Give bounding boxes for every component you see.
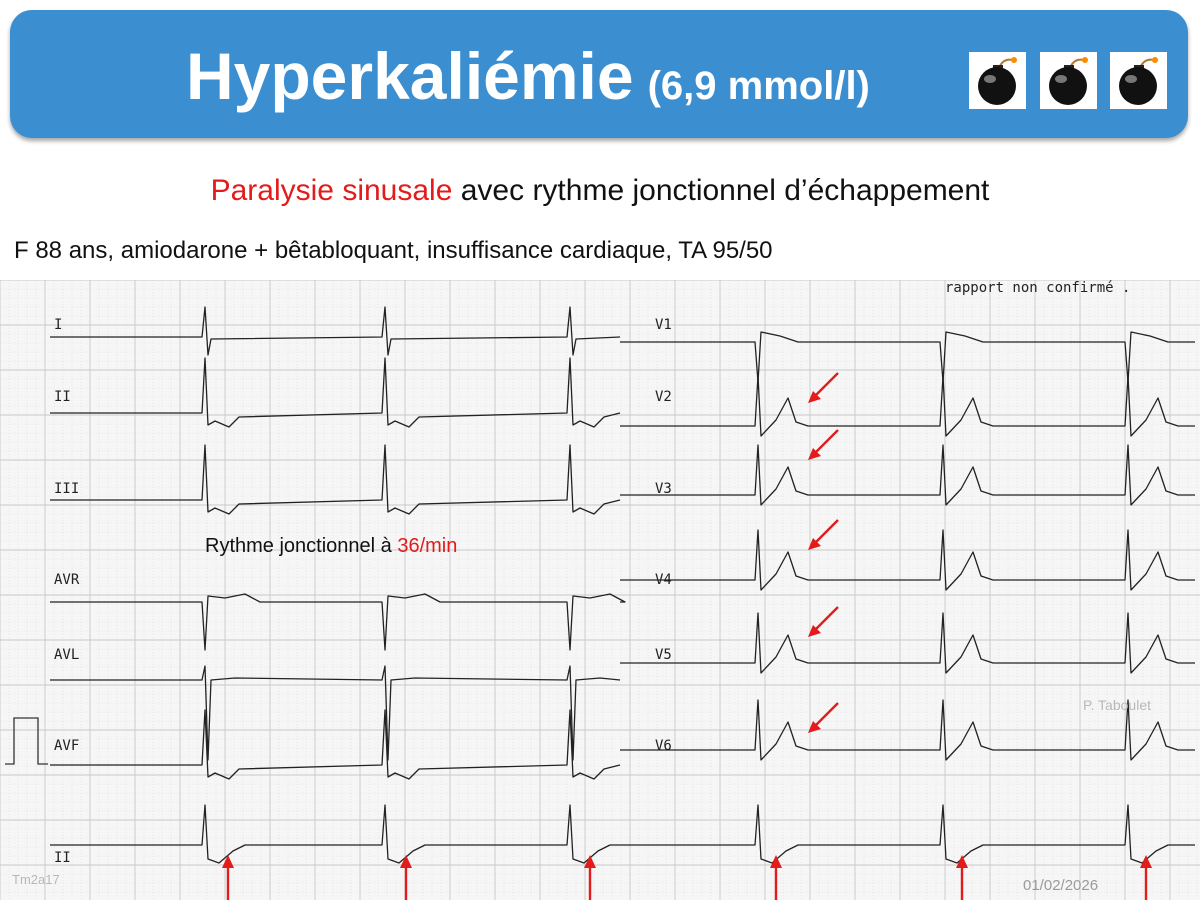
- lead-ii-rhythm-trace: [50, 805, 1195, 863]
- lead-v1-trace: [620, 332, 1195, 382]
- title-detail: (6,9 mmol/l): [647, 64, 870, 108]
- author-watermark: P. Taboulet: [1083, 697, 1151, 713]
- lead-avf-trace: [50, 710, 620, 779]
- lead-v4-trace: [620, 530, 1195, 590]
- bomb-icon: [1040, 52, 1097, 109]
- lead-label-ii: II: [54, 389, 71, 405]
- annotation-prefix: Rythme jonctionnel à: [205, 535, 398, 557]
- title-main: Hyperkaliémie: [186, 39, 634, 113]
- lead-label-v3: V3: [655, 481, 672, 497]
- lead-v5-trace: [620, 613, 1195, 673]
- lead-i-trace: [50, 307, 620, 355]
- report-note: rapport non confirmé .: [945, 280, 1131, 296]
- lead-label-v5: V5: [655, 647, 672, 663]
- bomb-icon: [1110, 52, 1167, 109]
- annotation-rate: 36/min: [397, 535, 458, 557]
- lead-label-i: I: [54, 317, 63, 333]
- slide-title: [186, 38, 870, 124]
- qrs-arrowhead: [222, 855, 234, 868]
- rhythm-annotation: [205, 535, 457, 558]
- qrs-arrowhead: [770, 855, 782, 868]
- lead-avr-trace: [50, 594, 625, 650]
- ecg-tracing: [0, 280, 1200, 900]
- lead-label-v6: V6: [655, 738, 672, 754]
- lead-label-v2: V2: [655, 389, 672, 405]
- lead-label-rhythm: II: [54, 850, 71, 866]
- bomb-icon: [969, 52, 1026, 109]
- lead-iii-trace: [50, 445, 620, 514]
- lead-label-v1: V1: [655, 317, 672, 333]
- lead-v3-trace: [620, 445, 1195, 505]
- lead-ii-trace: [50, 358, 620, 427]
- ecg-grid-major: [0, 280, 1200, 900]
- slide-subtitle: [0, 174, 1200, 208]
- qrs-arrowhead: [1140, 855, 1152, 868]
- lead-label-iii: III: [54, 481, 80, 497]
- subtitle-rest: avec rythme jonctionnel d’échappement: [452, 174, 990, 207]
- calibration-pulse: [5, 718, 48, 764]
- ecg-strip: [0, 280, 1200, 900]
- lead-label-avf: AVF: [54, 738, 80, 754]
- patient-info: F 88 ans, amiodarone + bêtabloquant, insuffisance cardiaque, TA 95/50: [14, 237, 773, 264]
- lead-label-avr: AVR: [54, 572, 80, 588]
- lead-avl-trace: [50, 666, 620, 760]
- lead-label-avl: AVL: [54, 647, 80, 663]
- date-label: 01/02/2026: [1023, 877, 1099, 894]
- lead-label-v4: V4: [655, 572, 672, 588]
- lead-v2-trace: [620, 376, 1195, 436]
- code-label: Tm2a17: [12, 872, 60, 887]
- subtitle-highlight: Paralysie sinusale: [210, 174, 453, 207]
- qrs-arrowhead: [400, 855, 412, 868]
